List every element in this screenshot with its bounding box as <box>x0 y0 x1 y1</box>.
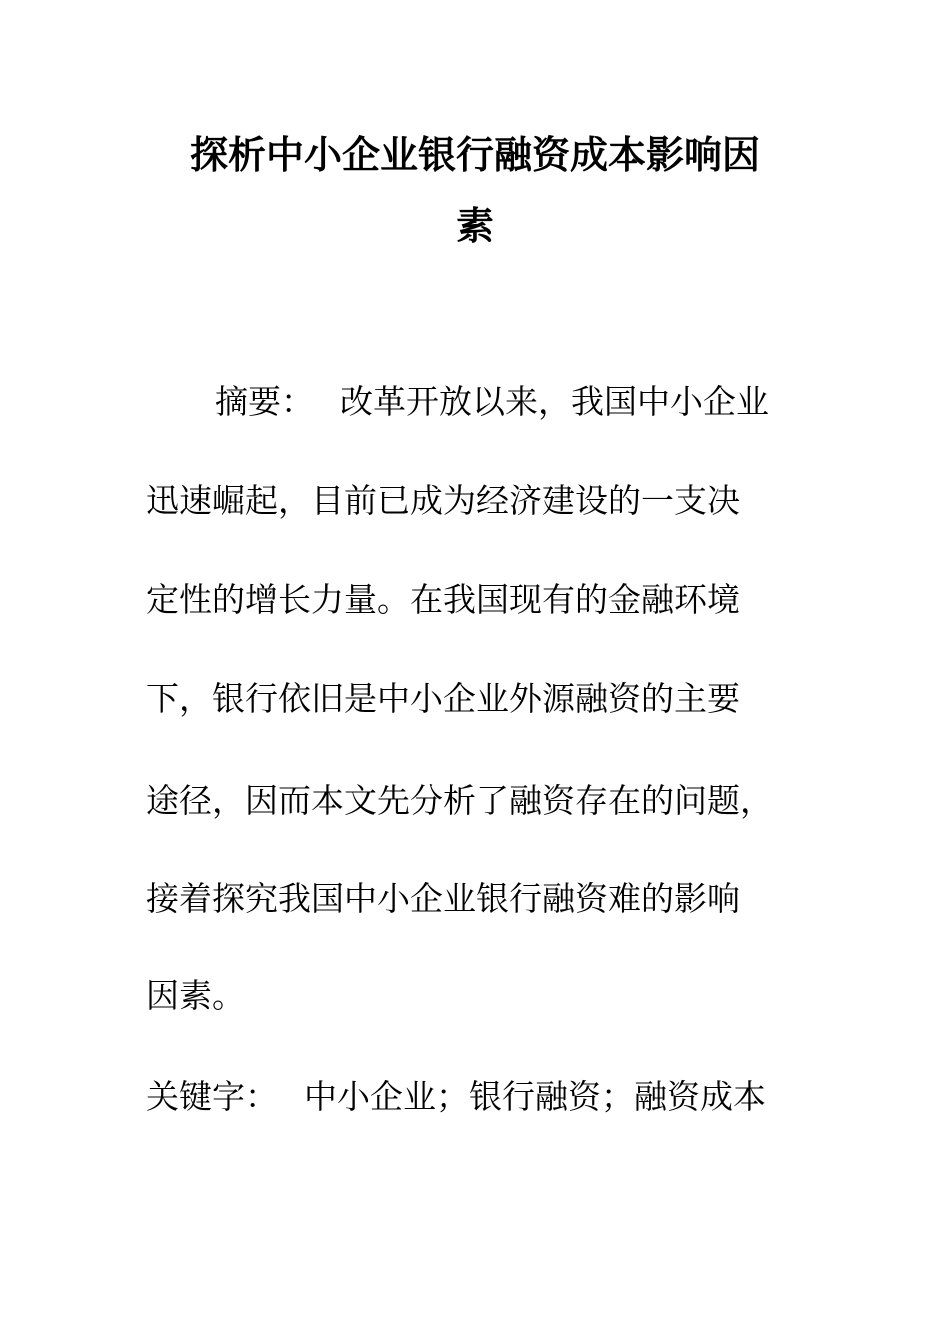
abstract-line-7: 因素。 <box>146 976 245 1015</box>
keywords-line <box>146 1079 766 1115</box>
abstract-first-line <box>146 384 769 420</box>
keywords-text: 中小企业；银行融资；融资成本 <box>304 1077 766 1116</box>
abstract-label: 摘要： <box>215 382 314 421</box>
document-title-line-2: 素 <box>455 203 494 248</box>
abstract-line-2: 迅速崛起，目前已成为经济建设的一支决 <box>146 481 740 520</box>
abstract-line-6: 接着探究我国中小企业银行融资难的影响 <box>146 879 740 918</box>
abstract-line-3: 定性的增长力量。在我国现有的金融环境 <box>146 580 740 619</box>
abstract-line-1: 改革开放以来，我国中小企业 <box>340 382 769 421</box>
keywords-label: 关键字： <box>146 1077 278 1116</box>
abstract-line-5: 途径，因而本文先分析了融资存在的问题， <box>146 781 773 820</box>
abstract-line-4: 下，银行依旧是中小企业外源融资的主要 <box>146 679 740 718</box>
document-title-line-1: 探析中小企业银行融资成本影响因 <box>189 132 760 177</box>
